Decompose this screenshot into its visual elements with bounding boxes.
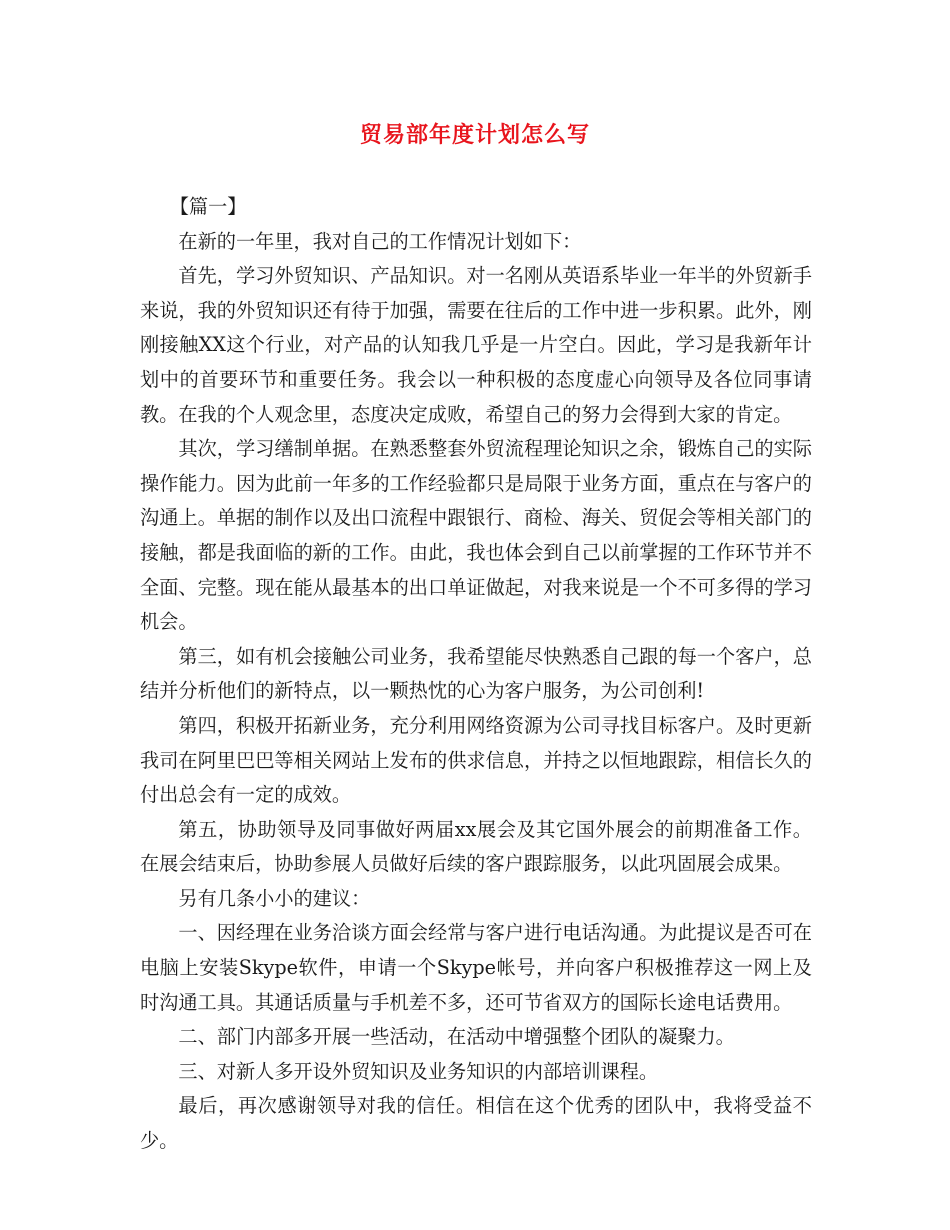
paragraph-suggestion-three: 三、对新人多开设外贸知识及业务知识的内部培训课程。 xyxy=(178,1059,659,1083)
section-label: 【篇一】 xyxy=(169,195,247,218)
paragraph-first: 首先，学习外贸知识、产品知识。对一名刚从英语系毕业一年半的外贸新手来说，我的外贸知识还有待于加强，需要在往后的工作中进一步积累。此外，刚刚接触XX这个行业，对产品的认知我几乎是一片空白。因此，学习是我新年计划中的首要环节和重要任务。我会以一种积极的态度虚心向领导及各位同事请教。在我的个人观念里，态度决定成败，希望自己的努力会得到大家的肯定。 xyxy=(140,264,812,426)
paragraph-intro: 在新的一年里，我对自己的工作情况计划如下： xyxy=(178,229,582,253)
paragraph-fourth: 第四，积极开拓新业务，充分利用网络资源为公司寻找目标客户。及时更新我司在阿里巴巴等相关网站上发布的供求信息，并持之以恒地跟踪，相信长久的付出总会有一定的成效。 xyxy=(140,713,812,807)
document-body xyxy=(140,190,812,1159)
paragraph-closing: 最后，再次感谢领导对我的信任。相信在这个优秀的团队中，我将受益不少。 xyxy=(140,1094,812,1153)
paragraph-suggestions-intro: 另有几条小小的建议： xyxy=(178,886,371,910)
document-title: 贸易部年度计划怎么写 xyxy=(359,122,590,148)
paragraph-third: 第三，如有机会接触公司业务，我希望能尽快熟悉自己跟的每一个客户，总结并分析他们的新特点，以一颗热忱的心为客户服务，为公司创利! xyxy=(140,644,812,703)
paragraph-second: 其次，学习缮制单据。在熟悉整套外贸流程理论知识之余，锻炼自己的实际操作能力。因为此前一年多的工作经验都只是局限于业务方面，重点在与客户的沟通上。单据的制作以及出口流程中跟银行、商检、海关、贸促会等相关部门的接触，都是我面临的新的工作。由此，我也体会到自己以前掌握的工作环节并不全面、完整。现在能从最基本的出口单证做起，对我来说是一个不可多得的学习机会。 xyxy=(140,437,812,634)
paragraph-suggestion-two: 二、部门内部多开展一些活动，在活动中增强整个团队的凝聚力。 xyxy=(178,1025,735,1049)
paragraph-fifth: 第五，协助领导及同事做好两届xx展会及其它国外展会的前期准备工作。在展会结束后，协助参展人员做好后续的客户跟踪服务，以此巩固展会成果。 xyxy=(140,817,812,876)
paragraph-suggestion-one: 一、因经理在业务洽谈方面会经常与客户进行电话沟通。为此提议是否可在电脑上安装Skype软件，申请一个Skype帐号，并向客户积极推荐这一网上及时沟通工具。其通话质量与手机差不多，还可节省双方的国际长途电话费用。 xyxy=(140,921,812,1014)
